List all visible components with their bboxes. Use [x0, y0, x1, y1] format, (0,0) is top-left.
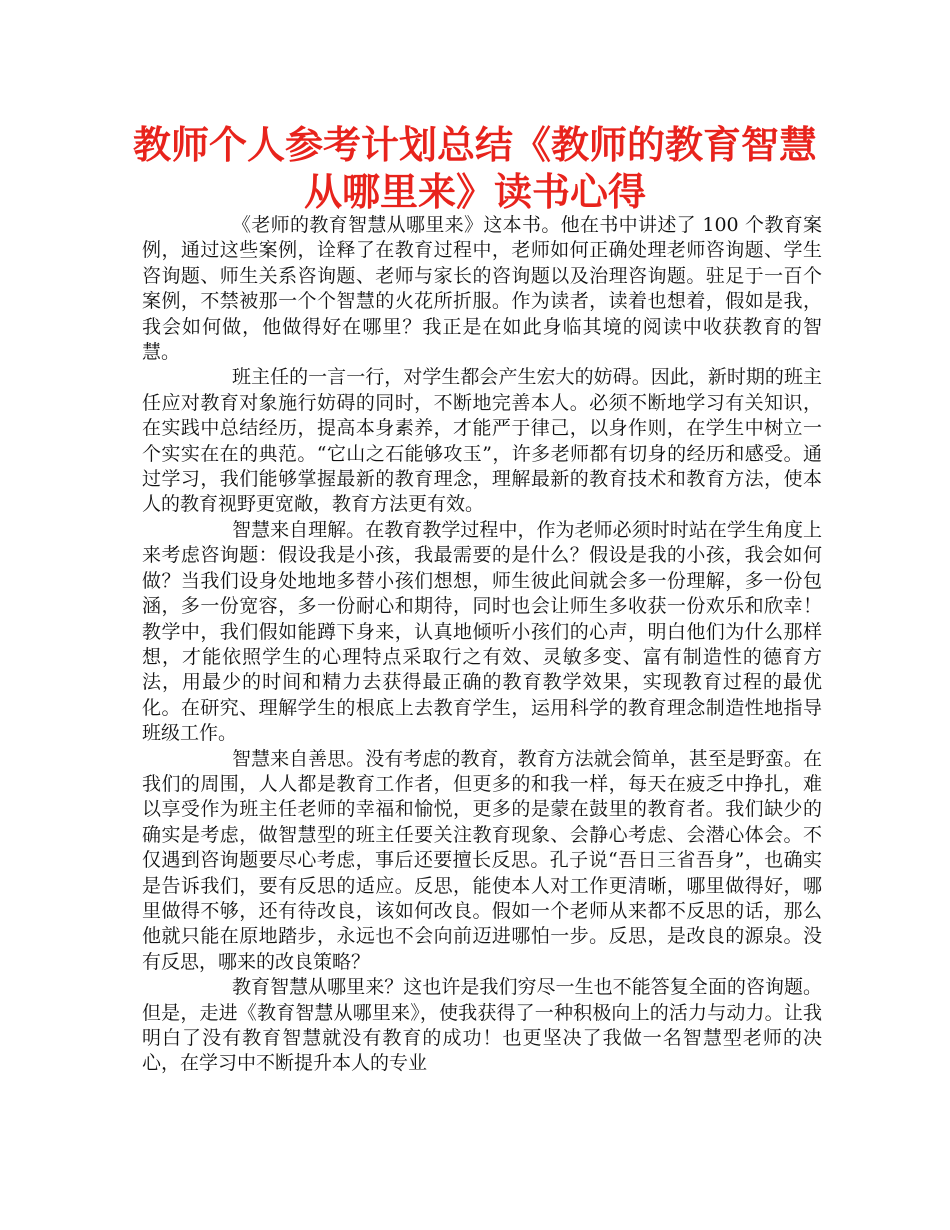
- document-title-line-2: 从哪里来》读书心得: [303, 170, 646, 214]
- paragraph-1: 《老师的教育智慧从哪里来》这本书。他在书中讲述了 100 个教育案例，通过这些案例，诠释了在教育过程中，老师如何正确处理老师咨询题、学生咨询题、师生关系咨询题、老师与家长的咨询题以及治理咨询题。驻足于一百个案例，不禁被那一个个智慧的火花所折服。作为读者，读着也想着，假如是我，我会如何做，他做得好在哪里？我正是在如此身临其境的阅读中收获教育的智慧。: [142, 214, 822, 364]
- paragraph-5: 教育智慧从哪里来？这也许是我们穷尽一生也不能答复全面的咨询题。但是，走进《教育智慧从哪里来》，使我获得了一种积极向上的活力与动力。让我明白了没有教育智慧就没有教育的成功！也更坚决了我做一名智慧型老师的决心，在学习中不断提升本人的专业: [142, 976, 822, 1075]
- document-title-line-1: 教师个人参考计划总结《教师的教育智慧: [132, 123, 817, 167]
- paragraph-4: 智慧来自善思。没有考虑的教育，教育方法就会简单，甚至是野蛮。在我们的周围，人人都是教育工作者，但更多的和我一样，每天在疲乏中挣扎，难以享受作为班主任老师的幸福和愉悦，更多的是蒙在鼓里的教育者。我们缺少的确实是考虑，做智慧型的班主任要关注教育现象、会静心考虑、会潜心体会。不仅遇到咨询题要尽心考虑，事后还要擅长反思。孔子说“吾日三省吾身”，也确实是告诉我们，要有反思的适应。反思，能使本人对工作更清晰，哪里做得好，哪里做得不够，还有待改良，该如何改良。假如一个老师从来都不反思的话，那么他就只能在原地踏步，永远也不会向前迈进哪怕一步。反思，是改良的源泉。没有反思，哪来的改良策略？: [142, 747, 822, 973]
- paragraph-3: 智慧来自理解。在教育教学过程中，作为老师必须时时站在学生角度上来考虑咨询题：假设我是小孩，我最需要的是什么？假设是我的小孩，我会如何做？当我们设身处地地多替小孩们想想，师生彼此间就会多一份理解，多一份包涵，多一份宽容，多一份耐心和期待，同时也会让师生多收获一份欢乐和欣幸！教学中，我们假如能蹲下身来，认真地倾听小孩们的心声，明白他们为什么那样想，才能依照学生的心理特点采取行之有效、灵敏多变、富有制造性的德育方法，用最少的时间和精力去获得最正确的教育教学效果，实现教育过程的最优化。在研究、理解学生的根底上去教育学生，运用科学的教育理念制造性地指导班级工作。: [142, 518, 822, 745]
- document-body: [142, 213, 822, 1077]
- paragraph-2: 班主任的一言一行，对学生都会产生宏大的妨碍。因此，新时期的班主任应对教育对象施行妨碍的同时，不断地完善本人。必须不断地学习有关知识，在实践中总结经历，提高本身素养，才能严于律己，以身作则，在学生中树立一个实实在在的典范。“它山之石能够攻玉”，许多老师都有切身的经历和感受。通过学习，我们能够掌握最新的教育理念，理解最新的教育技术和教育方法，使本人的教育视野更宽敞，教育方法更有效。: [142, 366, 822, 516]
